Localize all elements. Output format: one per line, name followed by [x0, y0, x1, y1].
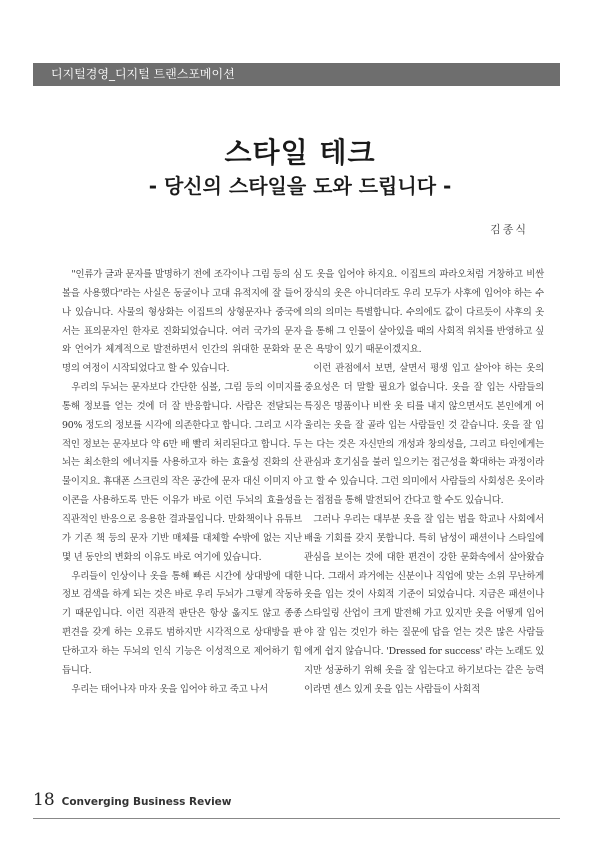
paragraph: 이런 관점에서 보면, 살면서 평생 입고 살아야 하는 옷의 중요성은 더 말할 필요가 없습니다. 옷을 잘 입는 사람들의 특징은 명품이나 비싼 옷 티를 내지 않으면서도 본인에게 어울리는 옷을 잘 골라 입는 사람들인 것 같습니다. 옷을 잘 입는 다는 것은 자신만의 개성과 창의성을, 그리고 타인에게는 관심과 호기심을 불러 일으키는 접근성을 확대하는 과정이라고 할 수 있습니다. 그런 의미에서 사람들의 사회성은 옷이라는 접점을 통해 발전되어 간다고 할 수도 있습니다. [304, 363, 544, 507]
paragraph: 우리들이 인상이나 옷을 통해 빠른 시간에 상대방에 대한 정보 검색을 하게 되는 것은 바로 우리 두뇌가 그렇게 작동하기 때문입니다. 이런 직관적 판단은 항상 옳지도 않고 종종 편견을 갖게 하는 오류도 범하지만 시각적으로 상대방을 판단하고자 하는 두뇌의 인식 기능은 이성적으로 제어하기 힘듭니다. [62, 570, 302, 676]
body-column-left [62, 266, 302, 699]
footer-divider [33, 818, 560, 819]
journal-name: Converging Business Review [61, 796, 232, 808]
page-footer [33, 790, 232, 816]
page-number: 18 [33, 790, 55, 810]
article-author: 김종식 [490, 223, 528, 236]
paragraph: 우리의 두뇌는 문자보다 간단한 심볼, 그림 등의 이미지를 통해 정보를 얻는 것에 더 잘 반응합니다. 사람은 전달되는 90% 정도의 정보를 시각에 의존한다고 합니다. 그리고 시각적인 정보는 문자보다 약 6만 배 빨리 처리된다고 합니다. 두뇌는 최소한의 에너지를 사용하고자 하는 효율성 진화의 산물이지요. 휴대폰 스크린의 작은 공간에 문자 대신 이미지 아이콘을 사용하도록 만든 이유가 바로 이런 두뇌의 효율성을 직관적인 반응으로 응용한 결과물입니다. 만화책이나 유튜브가 기존 책 등의 문자 기반 매체를 대체할 수밖에 없는 지난 몇 년 동안의 변화의 이유도 바로 여기에 있습니다. [62, 382, 302, 563]
body-column-right [304, 266, 544, 699]
article-subtitle: - 당신의 스타일을 도와 드립니다 - [148, 174, 452, 198]
paragraph: "인류가 글과 문자를 발명하기 전에 조각이나 그림 등의 심볼을 사용했다"라는 사실은 동굴이나 고대 유적지에 잘 들어나 있습니다. 사물의 형상화는 이집트의 상형문자나 중국에서는 표의문자인 한자로 진화되었습니다. 여러 국가의 문자와 언어가 체계적으로 발전하면서 인간의 위대한 문화와 문명의 여정이 시작되었다고 할 수 있습니다. [62, 269, 302, 375]
section-title: 디지털경영_디지털 트랜스포메이션 [51, 67, 235, 81]
article-title: 스타일 테크 [224, 136, 376, 169]
section-header [33, 63, 560, 86]
paragraph: 우리는 태어나자 마자 옷을 입어야 하고 죽고 나서 [71, 683, 268, 695]
paragraph: 그러나 우리는 대부분 옷을 잘 입는 법을 학교나 사회에서 배울 기회를 갖지 못합니다. 특히 남성이 패션이나 스타일에 관심을 보이는 것에 대한 편견이 강한 문화속에서 살아왔습니다. 그래서 과거에는 신분이나 직업에 맞는 소위 무난하게 옷을 입는 것이 사회적 기준이 되었습니다. 지금은 패션이나 스타일링 산업이 크게 발전해 가고 있지만 옷을 어떻게 입어야 잘 입는 것인가 하는 질문에 답을 얻는 것은 많은 사람들에게 쉽지 않습니다. 'Dressed for success' 라는 노래도 있지만 성공하기 위해 옷을 잘 입는다고 하기보다는 같은 능력이라면 센스 있게 옷을 입는 사람들이 사회적 [304, 513, 544, 695]
paragraph: 도 옷을 입어야 하지요. 이집트의 파라오처럼 거창하고 비싼 장식의 옷은 아니더라도 우리 모두가 사후에 입어야 하는 수의의 의미는 특별합니다. 수의에도 값이 다르듯이 사후의 옷을 통해 그 인물이 살아있을 때의 사회적 위치를 반영하고 싶은 욕망이 있기 때문이겠지요. [304, 269, 544, 356]
